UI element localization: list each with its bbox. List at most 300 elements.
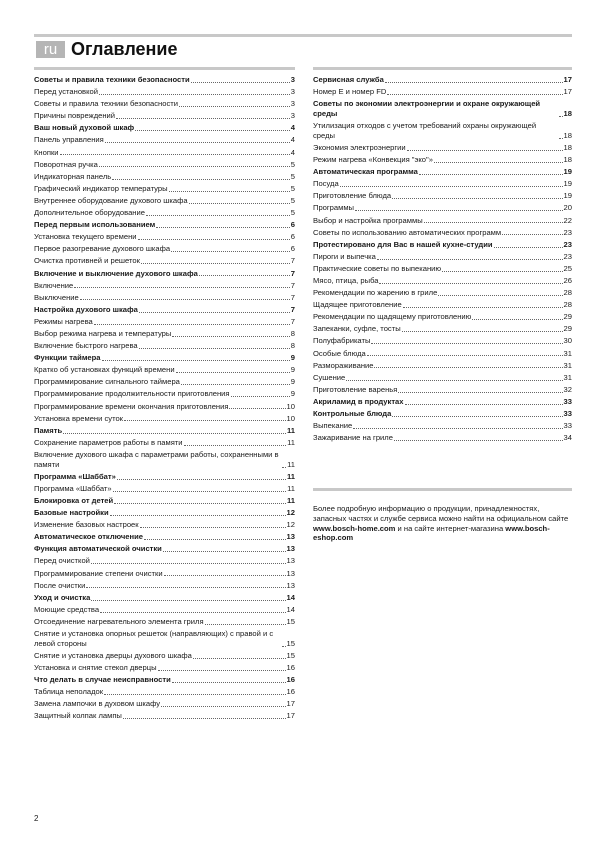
toc-section-entry[interactable]	[34, 544, 295, 554]
toc-page-number: 3	[290, 75, 295, 84]
toc-page-number: 7	[290, 256, 295, 266]
toc-entry-title: Акриламид в продуктах	[313, 396, 404, 406]
toc-leader-dots	[367, 355, 563, 356]
toc-leader-dots	[100, 612, 285, 613]
toc-entry-title: Первое разогревание духового шкафа	[34, 244, 171, 254]
toc-entry[interactable]	[34, 450, 295, 470]
toc-leader-dots	[502, 234, 562, 235]
toc-page-number: 4	[290, 123, 295, 133]
toc-entry-title: Приготовление блюда	[313, 191, 392, 201]
toc-entry[interactable]	[34, 208, 295, 218]
toc-entry-title: Режим нагрева «Конвекция "эко"»	[313, 155, 433, 165]
toc-entry[interactable]	[34, 135, 295, 145]
toc-leader-dots	[172, 336, 289, 337]
page-title: Оглавление	[71, 39, 178, 59]
toc-entry[interactable]	[34, 196, 295, 206]
toc-page-number: 15	[286, 650, 295, 660]
toc-left-list	[34, 75, 295, 721]
toc-entry[interactable]	[313, 264, 572, 274]
toc-page-number: 18	[563, 155, 572, 165]
toc-entry-title: Размораживание	[313, 360, 374, 370]
toc-page-number: 5	[290, 171, 295, 181]
column-rule	[313, 67, 572, 70]
toc-section-entry[interactable]	[34, 220, 295, 230]
toc-section-entry[interactable]	[34, 426, 295, 436]
toc-page-number: 19	[563, 167, 572, 177]
toc-leader-dots	[282, 646, 286, 647]
toc-entry-title: Программа «Шаббат»	[34, 471, 116, 481]
toc-entry[interactable]	[34, 256, 295, 266]
toc-leader-dots	[559, 138, 563, 139]
toc-entry[interactable]	[34, 569, 295, 579]
toc-leader-dots	[472, 319, 562, 320]
toc-leader-dots	[110, 515, 286, 516]
toc-page-number: 13	[286, 532, 295, 542]
toc-page-number: 29	[563, 324, 572, 334]
toc-entry[interactable]	[34, 389, 295, 399]
toc-leader-dots	[169, 191, 290, 192]
toc-page-number: 13	[286, 568, 295, 578]
toc-section-entry[interactable]	[34, 675, 295, 685]
toc-page-number: 11	[286, 495, 295, 505]
toc-page-number: 10	[286, 401, 295, 411]
toc-section-entry[interactable]	[34, 532, 295, 542]
toc-leader-dots	[189, 203, 290, 204]
toc-leader-dots	[141, 263, 290, 264]
toc-section-entry[interactable]	[34, 353, 295, 363]
toc-entry-title: Внутреннее оборудование духового шкафа	[34, 195, 188, 205]
toc-entry-title: Таблица неполадок	[34, 687, 104, 697]
info-text-part: Более подробную информацию о продукции, принадлежностях, запасных частях и службе сервиса можно найти на официальном сайте	[313, 504, 569, 523]
toc-leader-dots	[407, 150, 563, 151]
toc-section-entry[interactable]	[34, 593, 295, 603]
toc-entry[interactable]	[34, 520, 295, 530]
toc-entry[interactable]	[34, 377, 295, 387]
toc-entry-title: Программирование времени окончания приготовления	[34, 401, 229, 411]
toc-page-number: 3	[290, 111, 295, 121]
toc-page-number: 31	[563, 360, 572, 370]
toc-section-entry[interactable]	[34, 269, 295, 279]
toc-entry[interactable]	[34, 329, 295, 339]
info-rule	[313, 488, 572, 491]
toc-section-entry[interactable]	[313, 397, 572, 407]
toc-entry[interactable]	[34, 87, 295, 97]
toc-page-number: 18	[563, 130, 572, 140]
toc-entry[interactable]	[34, 111, 295, 121]
toc-leader-dots	[494, 247, 563, 248]
toc-entry[interactable]	[34, 581, 295, 591]
toc-entry[interactable]	[34, 232, 295, 242]
toc-entry[interactable]	[313, 216, 572, 226]
toc-page-number: 5	[290, 183, 295, 193]
toc-page-number: 11	[286, 425, 295, 435]
toc-entry-title: Программирование продолжительности приготовления	[34, 389, 230, 399]
toc-entry-title: Посуда	[313, 179, 339, 189]
link-bosch-home[interactable]: www.bosch-home.com	[313, 523, 396, 533]
toc-leader-dots	[402, 331, 563, 332]
toc-entry-title: Запеканки, суфле, тосты	[313, 324, 401, 334]
toc-leader-dots	[172, 682, 286, 683]
toc-entry-title: Снятие и установка опорных решеток (направляющих) с правой и с левой стороны	[34, 629, 274, 648]
toc-entry[interactable]	[34, 651, 295, 661]
toc-page-number: 32	[563, 384, 572, 394]
toc-entry[interactable]	[34, 629, 295, 649]
toc-page-number: 9	[290, 389, 295, 399]
toc-entry-title: Замена лампочки в духовом шкафу	[34, 699, 161, 709]
toc-leader-dots	[60, 154, 290, 155]
toc-leader-dots	[161, 706, 286, 707]
toc-entry-title: Мясо, птица, рыба	[313, 276, 379, 285]
toc-entry[interactable]	[313, 87, 572, 97]
toc-section-entry[interactable]	[313, 167, 572, 177]
column-rule	[34, 67, 295, 70]
toc-leader-dots	[116, 118, 290, 119]
toc-leader-dots	[355, 210, 563, 211]
toc-leader-dots	[91, 600, 285, 601]
toc-page-number: 33	[563, 421, 572, 431]
toc-entry-title: Советы и правила техники безопасности	[34, 99, 178, 109]
toc-entry-title: Программирование сигнального таймера	[34, 377, 180, 387]
toc-entry[interactable]	[313, 143, 572, 153]
toc-entry-title: Практические советы по выпеканию	[313, 263, 442, 273]
toc-section-entry[interactable]	[34, 508, 295, 518]
toc-page-number: 5	[290, 159, 295, 169]
toc-entry-title: Графический индикатор температуры	[34, 183, 168, 193]
toc-entry[interactable]	[313, 121, 572, 141]
toc-entry[interactable]	[313, 179, 572, 189]
toc-leader-dots	[181, 384, 290, 385]
toc-entry[interactable]	[34, 556, 295, 566]
toc-leader-dots	[346, 380, 562, 381]
toc-page-number: 19	[563, 191, 572, 201]
toc-entry-title: Номер E и номер FD	[313, 87, 387, 97]
toc-page-number: 17	[286, 711, 295, 721]
toc-entry-title: Режимы нагрева	[34, 316, 93, 326]
toc-entry[interactable]	[313, 361, 572, 371]
toc-entry[interactable]	[34, 160, 295, 170]
toc-entry-title: Дополнительное оборудование	[34, 208, 145, 218]
toc-entry[interactable]	[313, 191, 572, 201]
toc-page-number: 4	[290, 147, 295, 157]
toc-entry-title: Очистка противней и решеток	[34, 256, 140, 266]
toc-page-number: 16	[286, 675, 295, 685]
toc-leader-dots	[405, 404, 563, 405]
toc-entry[interactable]	[34, 281, 295, 291]
toc-page-number: 18	[563, 142, 572, 152]
toc-entry[interactable]	[313, 349, 572, 359]
toc-entry[interactable]	[34, 605, 295, 615]
toc-entry[interactable]	[34, 365, 295, 375]
toc-page-number: 25	[563, 263, 572, 273]
toc-leader-dots	[179, 106, 290, 107]
toc-page-number: 10	[286, 413, 295, 423]
toc-entry[interactable]	[34, 617, 295, 627]
toc-entry[interactable]	[34, 687, 295, 697]
toc-section-entry[interactable]	[34, 75, 295, 85]
toc-entry-title: Советы и правила техники безопасности	[34, 75, 190, 84]
toc-page-number: 20	[563, 203, 572, 213]
toc-page-number: 5	[290, 208, 295, 218]
toc-page-number: 17	[563, 87, 572, 97]
toc-leader-dots	[398, 392, 562, 393]
toc-leader-dots	[135, 130, 290, 131]
toc-entry[interactable]	[34, 711, 295, 721]
toc-leader-dots	[282, 467, 286, 468]
toc-entry[interactable]	[313, 252, 572, 262]
toc-leader-dots	[146, 215, 290, 216]
toc-page-number: 28	[563, 300, 572, 310]
toc-leader-dots	[442, 271, 562, 272]
toc-page-number: 11	[287, 483, 295, 493]
toc-entry[interactable]	[313, 228, 572, 238]
toc-entry-title: Индикаторная панель	[34, 171, 112, 181]
toc-leader-dots	[379, 283, 562, 284]
toc-entry-title: Экономия электроэнергии	[313, 142, 406, 152]
toc-page-number: 12	[286, 508, 295, 518]
toc-section-entry[interactable]	[313, 409, 572, 419]
toc-page-number: 26	[563, 276, 572, 285]
toc-leader-dots	[114, 503, 286, 504]
toc-page-number: 13	[286, 556, 295, 566]
toc-leader-dots	[199, 275, 290, 276]
toc-page-number: 9	[290, 365, 295, 375]
toc-entry[interactable]	[313, 276, 572, 286]
toc-section-entry[interactable]	[34, 123, 295, 133]
toc-entry-title: Контрольные блюда	[313, 409, 392, 419]
toc-leader-dots	[403, 307, 563, 308]
toc-entry-title: Полуфабрикаты	[313, 336, 371, 346]
toc-entry-title: Уход и очистка	[34, 592, 91, 602]
toc-leader-dots	[184, 445, 287, 446]
toc-leader-dots	[392, 416, 562, 417]
toc-entry-title: Автоматическое отключение	[34, 532, 143, 542]
toc-entry-title: Щадящее приготовление	[313, 300, 402, 310]
language-badge: ru	[36, 41, 65, 58]
toc-leader-dots	[139, 312, 290, 313]
toc-entry[interactable]	[34, 244, 295, 254]
toc-entry-title: Включение духового шкафа с параметрами работы, сохраненными в памяти	[34, 449, 279, 469]
toc-entry[interactable]	[34, 414, 295, 424]
toc-entry-title: Выбор режима нагрева и температуры	[34, 328, 172, 338]
toc-entry[interactable]	[313, 324, 572, 334]
toc-leader-dots	[171, 251, 290, 252]
toc-entry-title: Изменение базовых настроек	[34, 520, 139, 530]
toc-leader-dots	[144, 539, 286, 540]
toc-entry-title: Утилизация отходов с учетом требований охраны окружающей среды	[313, 121, 537, 140]
toc-page-number: 4	[290, 135, 295, 145]
toc-entry-title: Рекомендации по жарению в гриле	[313, 288, 438, 298]
toc-entry-title: Включение и выключение духового шкафа	[34, 268, 198, 278]
toc-leader-dots	[176, 372, 290, 373]
toc-page-number: 8	[290, 328, 295, 338]
toc-leader-dots	[138, 239, 290, 240]
toc-entry-title: Сушение	[313, 372, 346, 382]
toc-entry-title: После очистки	[34, 580, 86, 590]
toc-entry-title: Перед очисткой	[34, 556, 90, 566]
toc-page-number: 7	[290, 304, 295, 314]
info-text	[313, 504, 572, 543]
toc-leader-dots	[91, 563, 286, 564]
toc-page-number: 6	[290, 232, 295, 242]
toc-leader-dots	[353, 428, 562, 429]
toc-page-number: 15	[286, 638, 295, 648]
page-number: 2	[34, 814, 39, 823]
toc-entry[interactable]	[313, 373, 572, 383]
toc-leader-dots	[123, 718, 286, 719]
toc-page-number: 19	[563, 179, 572, 189]
toc-leader-dots	[385, 82, 563, 83]
toc-leader-dots	[139, 348, 290, 349]
toc-leader-dots	[377, 259, 563, 260]
toc-entry-title: Сохранение параметров работы в памяти	[34, 437, 183, 447]
toc-entry[interactable]	[313, 288, 572, 298]
toc-leader-dots	[387, 94, 562, 95]
toc-entry-title: Настройка духового шкафа	[34, 304, 138, 314]
toc-page-number: 13	[286, 544, 295, 554]
toc-leader-dots	[394, 440, 563, 441]
toc-entry-title: Снятие и установка дверцы духового шкафа	[34, 650, 192, 660]
toc-entry-title: Выпекание	[313, 421, 353, 431]
toc-entry[interactable]	[34, 99, 295, 109]
toc-entry[interactable]	[34, 293, 295, 303]
toc-leader-dots	[231, 396, 290, 397]
toc-page-number: 7	[290, 280, 295, 290]
toc-entry-title: Функция автоматической очистки	[34, 544, 162, 554]
toc-page-number: 13	[286, 580, 295, 590]
toc-entry-title: Выключение	[34, 292, 79, 302]
toc-page-number: 28	[563, 288, 572, 298]
toc-leader-dots	[229, 408, 285, 409]
toc-entry[interactable]	[34, 317, 295, 327]
toc-leader-dots	[438, 295, 562, 296]
toc-entry-title: Пироги и выпечка	[313, 251, 376, 261]
toc-right-list	[313, 75, 572, 443]
toc-entry[interactable]	[313, 300, 572, 310]
toc-entry[interactable]	[34, 438, 295, 448]
toc-leader-dots	[112, 179, 290, 180]
toc-leader-dots	[163, 551, 286, 552]
toc-entry[interactable]	[34, 699, 295, 709]
toc-page-number: 9	[290, 353, 295, 363]
toc-entry-title: Ваш новый духовой шкаф	[34, 123, 135, 133]
toc-page-number: 11	[287, 437, 295, 447]
toc-entry[interactable]	[34, 172, 295, 182]
toc-entry[interactable]	[34, 184, 295, 194]
toc-entry[interactable]	[313, 421, 572, 431]
toc-page-number: 31	[563, 372, 572, 382]
toc-leader-dots	[193, 658, 286, 659]
toc-page-number: 6	[290, 244, 295, 254]
toc-leader-dots	[164, 575, 286, 576]
toc-section-entry[interactable]	[34, 496, 295, 506]
toc-leader-dots	[86, 587, 285, 588]
toc-entry-title: Протестировано для Вас в нашей кухне-студии	[313, 239, 493, 249]
toc-entry-title: Советы по экономии электроэнергии и охране окружающей среды	[313, 99, 541, 118]
link-bosch-eshop[interactable]: www.bosch-eshop.com	[313, 523, 550, 543]
toc-entry[interactable]	[34, 663, 295, 673]
toc-section-entry[interactable]	[313, 240, 572, 250]
top-rule	[34, 34, 572, 37]
toc-entry[interactable]	[34, 484, 295, 494]
toc-entry-title: Кнопки	[34, 147, 59, 157]
toc-page-number: 8	[290, 341, 295, 351]
toc-page-number: 16	[286, 687, 295, 697]
toc-section-entry[interactable]	[313, 75, 572, 85]
toc-page-number: 6	[290, 220, 295, 230]
toc-page-number: 33	[563, 409, 572, 419]
toc-right-column	[313, 67, 572, 445]
toc-entry[interactable]	[34, 341, 295, 351]
toc-entry-title: Рекомендации по щадящему приготовлению	[313, 312, 472, 322]
toc-leader-dots	[371, 343, 562, 344]
toc-leader-dots	[74, 287, 289, 288]
toc-page-number: 3	[290, 99, 295, 109]
toc-entry-title: Поворотная ручка	[34, 159, 98, 169]
toc-page-number: 33	[563, 396, 572, 406]
toc-page-number: 12	[286, 520, 295, 530]
toc-leader-dots	[94, 324, 290, 325]
toc-leader-dots	[80, 299, 290, 300]
toc-entry-title: Включение	[34, 280, 74, 290]
toc-entry[interactable]	[313, 336, 572, 346]
toc-entry[interactable]	[313, 312, 572, 322]
toc-entry-title: Программа «Шаббат»	[34, 483, 112, 493]
toc-entry-title: Сервисная служба	[313, 75, 384, 84]
toc-page-number: 23	[563, 227, 572, 237]
toc-entry-title: Моющие средства	[34, 604, 100, 614]
toc-page-number: 9	[290, 377, 295, 387]
toc-entry[interactable]	[34, 402, 295, 412]
toc-leader-dots	[117, 479, 286, 480]
toc-page-number: 11	[286, 471, 295, 481]
toc-page-number: 29	[563, 312, 572, 322]
toc-entry-title: Панель управления	[34, 135, 104, 145]
toc-entry[interactable]	[313, 155, 572, 165]
toc-section-entry[interactable]	[313, 99, 572, 119]
toc-entry-title: Причины повреждений	[34, 111, 116, 121]
toc-entry-title: Зажаривание на гриле	[313, 433, 393, 443]
toc-leader-dots	[99, 94, 290, 95]
info-text-part: и на сайте интернет-магазина	[395, 523, 506, 533]
toc-leader-dots	[434, 162, 563, 163]
toc-section-entry[interactable]	[34, 305, 295, 315]
toc-page-number: 15	[286, 616, 295, 626]
toc-entry[interactable]	[34, 148, 295, 158]
toc-entry[interactable]	[313, 203, 572, 213]
toc-page-number: 30	[563, 336, 572, 346]
toc-entry[interactable]	[313, 433, 572, 443]
toc-page-number: 31	[563, 348, 572, 358]
toc-entry[interactable]	[313, 385, 572, 395]
info-block	[313, 488, 572, 543]
toc-page-number: 17	[563, 75, 572, 84]
toc-page-number: 22	[563, 215, 572, 225]
toc-entry-title: Приготовление варенья	[313, 384, 398, 394]
toc-entry-title: Защитный колпак лампы	[34, 711, 122, 721]
toc-leader-dots	[124, 420, 286, 421]
toc-entry-title: Программирование степени очистки	[34, 568, 163, 578]
toc-leader-dots	[419, 174, 563, 175]
toc-left-column	[34, 67, 295, 723]
toc-entry-title: Базовые настройки	[34, 508, 109, 518]
toc-entry-title: Перед первым использованием	[34, 220, 156, 230]
toc-leader-dots	[99, 166, 290, 167]
toc-entry-title: Включение быстрого нагрева	[34, 341, 138, 351]
toc-entry-title: Советы по использованию автоматических программ	[313, 227, 502, 237]
toc-section-entry[interactable]	[34, 472, 295, 482]
toc-entry-title: Что делать в случае неисправности	[34, 675, 171, 685]
toc-leader-dots	[113, 491, 287, 492]
